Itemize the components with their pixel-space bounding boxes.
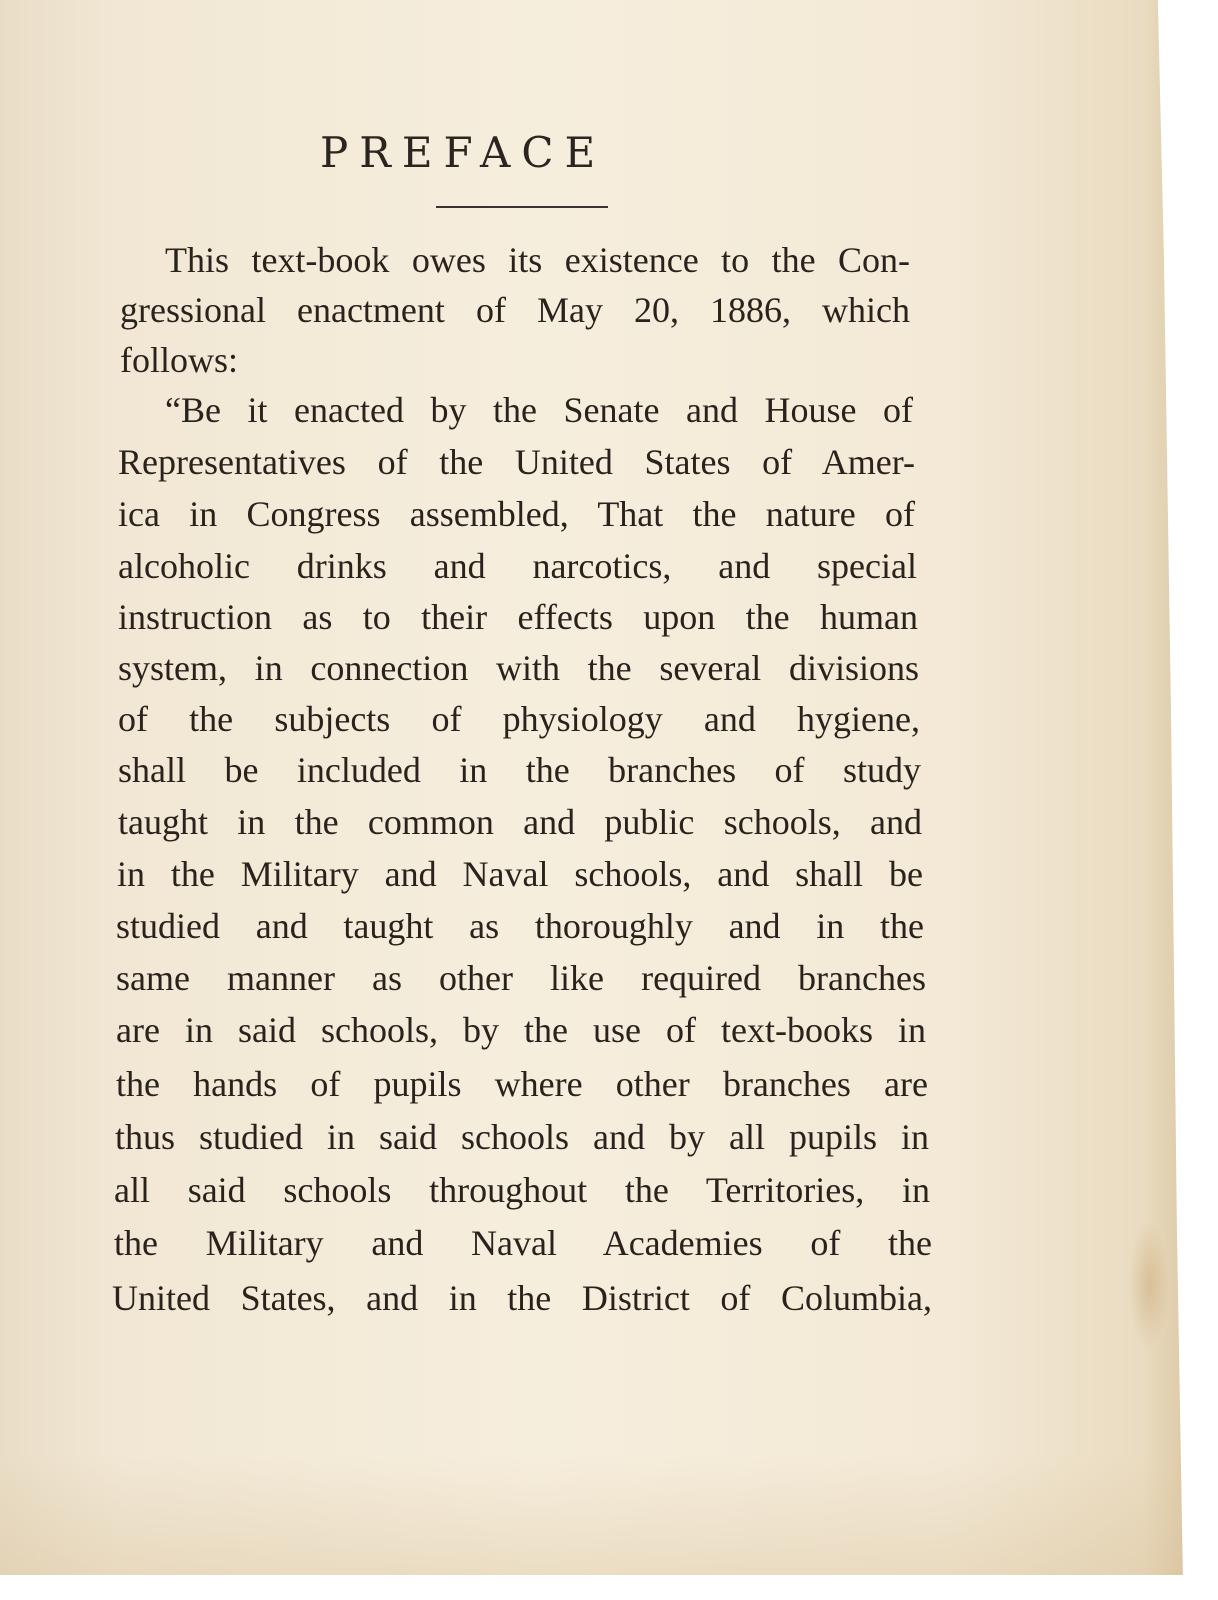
text-line: studied and taught as thoroughly and in the [116, 906, 924, 946]
text-line: United States, and in the District of Columbia, [112, 1278, 932, 1318]
text-line: in the Military and Naval schools, and shall be [117, 854, 923, 894]
text-line: follows: [120, 340, 239, 380]
text-line: shall be included in the branches of study [118, 750, 921, 790]
text-line: thus studied in said schools and by all pupils in [115, 1117, 929, 1157]
text-line: Representatives of the United States of Amer- [118, 442, 915, 482]
text-line: the hands of pupils where other branches are [116, 1064, 928, 1104]
text-line: the Military and Naval Academies of the [114, 1223, 932, 1263]
text-line: of the subjects of physiology and hygiene, [118, 699, 920, 739]
text-line: ica in Congress assembled, That the nature of [118, 494, 915, 534]
page-stain [1128, 1220, 1170, 1350]
text-line: all said schools throughout the Territories, in [114, 1170, 930, 1210]
text-line: are in said schools, by the use of text-books in [116, 1010, 926, 1050]
text-line: gressional enactment of May 20, 1886, which [120, 290, 910, 330]
text-line: “Be it enacted by the Senate and House of [165, 390, 913, 430]
text-line: This text-book owes its existence to the Con- [165, 240, 910, 280]
page-title: PREFACE [320, 128, 607, 177]
text-line: alcoholic drinks and narcotics, and special [118, 546, 917, 586]
text-line: same manner as other like required branches [116, 958, 926, 998]
text-line: system, in connection with the several divisions [118, 648, 919, 688]
title-divider [436, 206, 608, 208]
text-line: instruction as to their effects upon the human [118, 597, 918, 637]
text-line: taught in the common and public schools, and [118, 802, 922, 842]
